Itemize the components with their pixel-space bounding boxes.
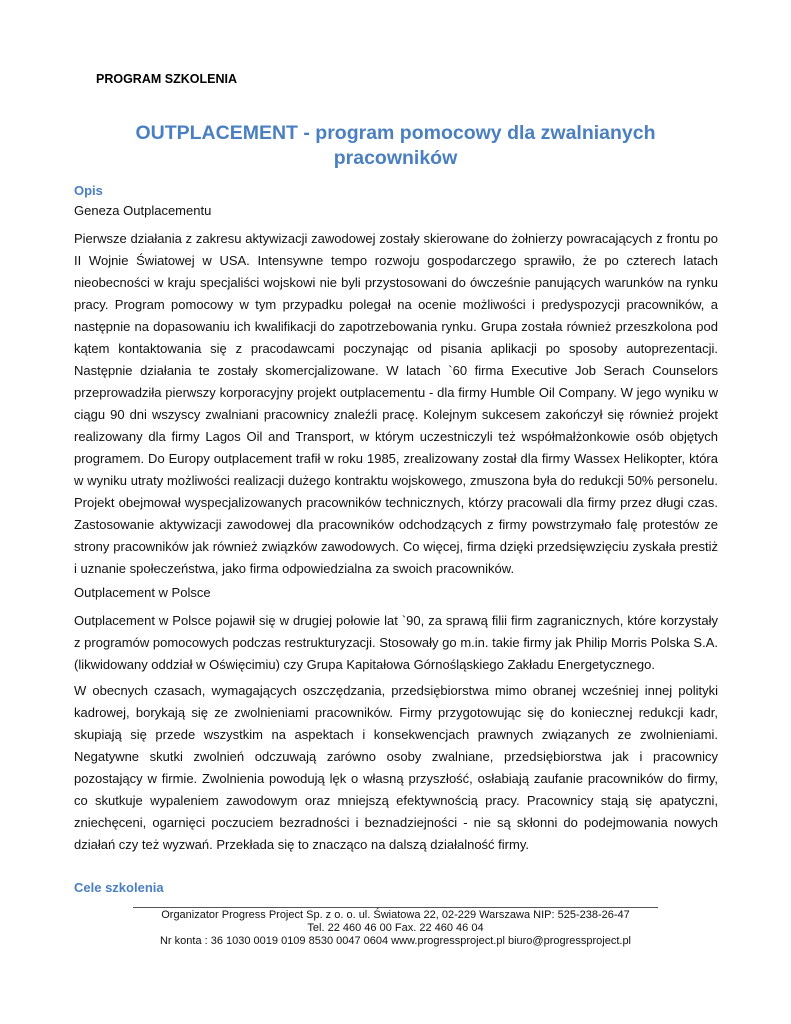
document-body bbox=[74, 182, 718, 860]
footer-account-line: Nr konta : 36 1030 0019 0109 8530 0047 0604 www.progressproject.pl biuro@progressproject.pl bbox=[159, 935, 632, 947]
paragraph-obecne-czasy: W obecnych czasach, wymagających oszczędzania, przedsiębiorstwa mimo obranej wcześniej innej polityki kadrowej, borykają się ze zwolnieniami pracowników. Firmy przygotowując się do koniecznej redukcji kadr, skupiają się przede wszystkim na aspektach i konsekwencjach prawnych związanych ze zwolnieniami. Negatywne skutki zwolnień odczuwają zarówno osoby zwalniane, przedsiębiorstwa jak i pracownicy pozostający w firmie. Zwolnienia powodują lęk o własną przyszłość, osłabiają zaufanie pracowników do firmy, co skutkuje wypaleniem zawodowym oraz mniejszą efektywnością pracy. Pracownicy stają się apatyczni, zniechęceni, ogarnięci poczuciem bezradności i beznadziejności - nie są skłonni do podejmowania nowych działań czy też wyzwań. Przekłada się to znacząco na dalszą działalność firmy. bbox=[74, 683, 718, 852]
document-header-label: PROGRAM SZKOLENIA bbox=[96, 72, 237, 86]
footer-contact-line: Tel. 22 460 46 00 Fax. 22 460 46 04 bbox=[307, 922, 484, 934]
section-heading-opis: Opis bbox=[74, 183, 103, 198]
document-title: OUTPLACEMENT - program pomocowy dla zwalnianych pracowników bbox=[135, 122, 656, 169]
document-footer bbox=[110, 909, 681, 948]
footer-divider bbox=[133, 907, 658, 908]
footer-organizer-line: Organizator Progress Project Sp. z o. o. ul. Światowa 22, 02-229 Warszawa NIP: 525-238-26-47 bbox=[161, 909, 630, 921]
section-heading-cele: Cele szkolenia bbox=[74, 880, 164, 895]
paragraph-polska: Outplacement w Polsce pojawił się w drugiej połowie lat `90, za sprawą filii firm zagranicznych, które korzystały z programów pomocowych podczas restrukturyzacji. Stosowały go m.in. takie firmy jak Philip Morris Polska S.A. (likwidowany oddział w Oświęcimiu) czy Grupa Kapitałowa Górnośląskiego Zakładu Energetycznego. bbox=[74, 613, 718, 672]
subheading-polska: Outplacement w Polsce bbox=[74, 585, 211, 600]
subheading-geneza: Geneza Outplacementu bbox=[74, 203, 212, 218]
paragraph-geneza: Pierwsze działania z zakresu aktywizacji zawodowej zostały skierowane do żołnierzy powracających z frontu po II Wojnie Światowej w USA. Intensywne tempo rozwoju gospodarczego sprawiło, że po czterech latach nieobecności w kraju specjaliści wojskowi nie byli przystosowani do ówcześnie panujących warunków na rynku pracy. Program pomocowy w tym przypadku polegał na ocenie możliwości i predyspozycji pracowników, a następnie na dopasowaniu ich kwalifikacji do zapotrzebowania rynku. Grupa została również przeszkolona pod kątem kontaktowania się z pracodawcami poczynając od pisania aplikacji po sposoby autoprezentacji. Następnie działania te zostały skomercjalizowane. W latach `60 firma Executive Job Serach Counselors przeprowadziła pierwszy korporacyjny projekt outplacementu - dla firmy Humble Oil Company. W jego wyniku w ciągu 90 dni wszyscy zwalniani pracownicy znaleźli pracę. Kolejnym sukcesem zakończył się również projekt realizowany dla firmy Lagos Oil and Transport, w którym uczestniczyli też współmałżonkowie osób objętych programem. Do Europy outplacement trafił w roku 1985, zrealizowany został dla firmy Wassex Helikopter, która w wyniku utraty możliwości realizacji dużego kontraktu wojskowego, zmuszona była do redukcji 50% personelu. Projekt obejmował wyspecjalizowanych pracowników technicznych, którzy pracowali dla firmy przez długi czas. Zastosowanie aktywizacji zawodowej dla pracowników odchodzących z firmy powstrzymało falę protestów ze strony pracowników jak również związków zawodowych. Co więcej, firma dzięki przedsięwzięciu zyskała prestiż i uznanie społeczeństwa, jako firma odpowiedzialna za swoich pracowników. bbox=[74, 231, 718, 576]
